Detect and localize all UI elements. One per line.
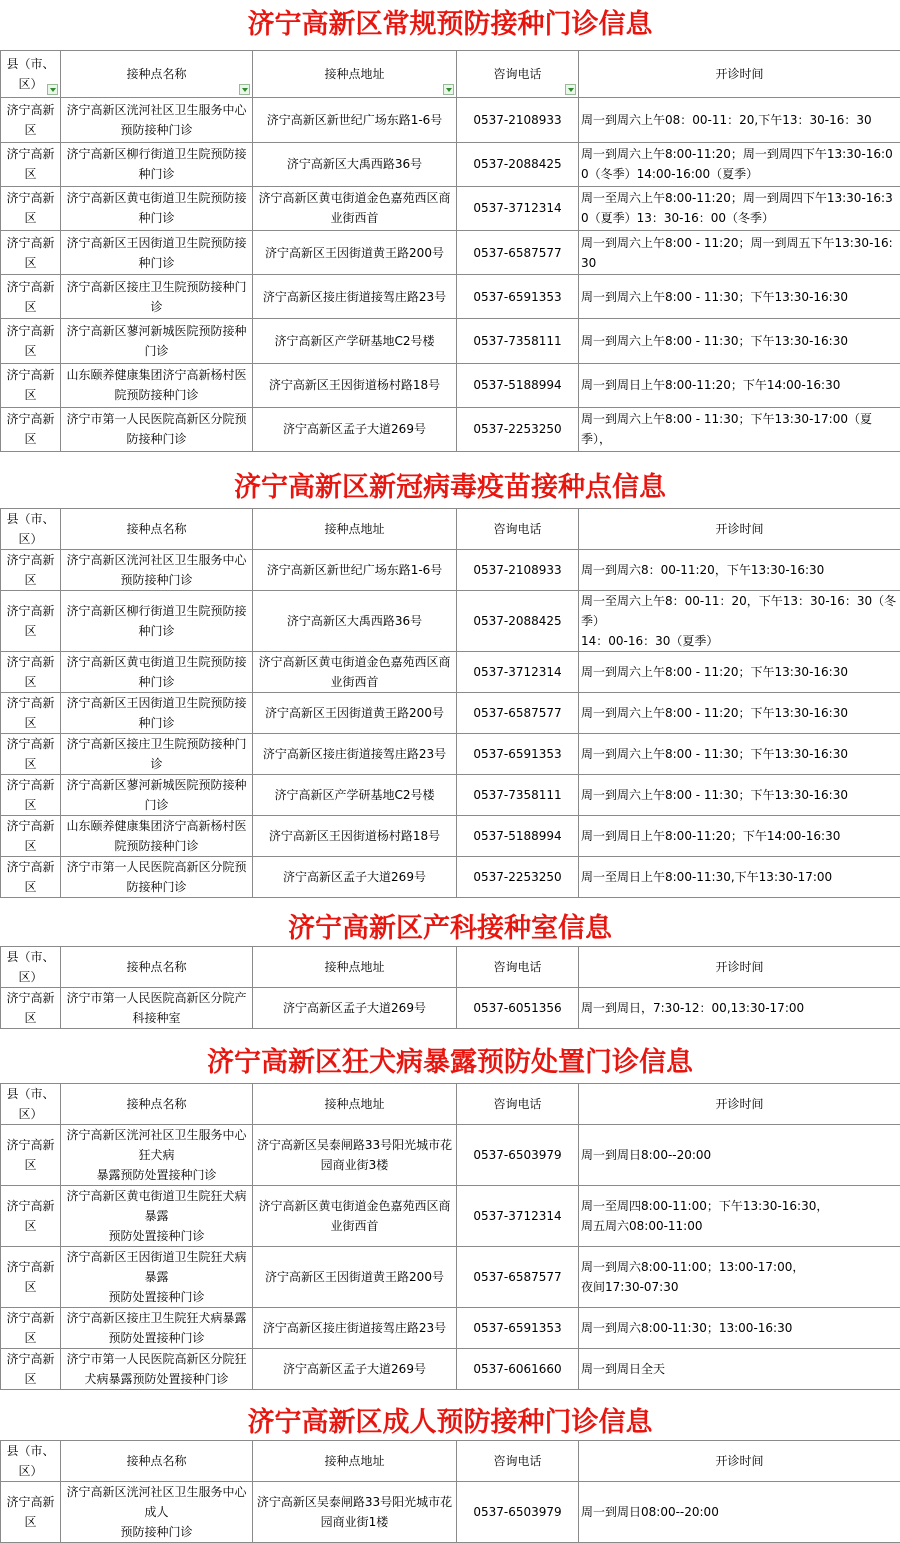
header-site-name: 接种点名称 (61, 947, 253, 988)
cell-site-name: 济宁高新区洸河社区卫生服务中心预防接种门诊 (61, 550, 253, 591)
cell-site-name: 济宁市第一人民医院高新区分院预防接种门诊 (61, 407, 253, 451)
table-row (1, 550, 900, 591)
table-row (1, 407, 900, 451)
filter-dropdown-icon[interactable] (239, 84, 250, 95)
header-county: 县（市、区） (1, 1441, 61, 1482)
cell-address: 济宁高新区大禹西路36号 (253, 591, 457, 652)
cell-hours: 周一到周六上午8:00 - 11:30；下午13:30-16:30 (579, 275, 900, 319)
cell-county: 济宁高新区 (1, 186, 61, 230)
table-row (1, 363, 900, 407)
header-hours: 开诊时间 (579, 947, 900, 988)
cell-phone: 0537-2088425 (457, 142, 579, 186)
section-covid (0, 468, 900, 898)
cell-county: 济宁高新区 (1, 857, 61, 898)
filter-dropdown-icon[interactable] (565, 84, 576, 95)
header-site-name: 接种点名称 (61, 1441, 253, 1482)
cell-address: 济宁高新区黄屯街道金色嘉苑西区商业街西首 (253, 652, 457, 693)
cell-address: 济宁高新区黄屯街道金色嘉苑西区商业街西首 (253, 186, 457, 230)
table-row (1, 142, 900, 186)
header-county: 县（市、区） (1, 947, 61, 988)
cell-county: 济宁高新区 (1, 142, 61, 186)
cell-site-name: 济宁高新区接庄卫生院狂犬病暴露预防处置接种门诊 (61, 1308, 253, 1349)
header-phone: 咨询电话 (457, 1441, 579, 1482)
cell-hours: 周一到周日8:00--20:00 (579, 1125, 900, 1186)
header-site-name: 接种点名称 (61, 51, 253, 98)
filter-dropdown-icon[interactable] (443, 84, 454, 95)
cell-hours: 周一到周六上午8:00 - 11:20；下午13:30-16:30 (579, 693, 900, 734)
cell-phone: 0537-2253250 (457, 857, 579, 898)
clinic-table (0, 50, 900, 452)
cell-address: 济宁高新区接庄街道接驾庄路23号 (253, 275, 457, 319)
cell-hours: 周一到周六8:00-11:00；13:00-17:00， 夜间17:30-07:30 (579, 1247, 900, 1308)
header-address: 接种点地址 (253, 947, 457, 988)
table-row (1, 857, 900, 898)
cell-phone: 0537-2088425 (457, 591, 579, 652)
cell-address: 济宁高新区王因街道黄王路200号 (253, 693, 457, 734)
section-obstetrics (0, 911, 900, 1029)
cell-site-name: 济宁市第一人民医院高新区分院产科接种室 (61, 988, 253, 1029)
cell-hours: 周一到周六上午8:00-11:20；周一到周四下午13:30-16:00（冬季）14:00-16:00（夏季） (579, 142, 900, 186)
cell-site-name: 济宁高新区接庄卫生院预防接种门诊 (61, 275, 253, 319)
clinic-table (0, 508, 900, 898)
table-header-row (1, 509, 900, 550)
cell-hours: 周一到周六上午8:00 - 11:30；下午13:30-17:00（夏季）， (579, 407, 900, 451)
table-row (1, 652, 900, 693)
cell-address: 济宁高新区王因街道黄王路200号 (253, 1247, 457, 1308)
cell-hours: 周一至周日上午8:00-11:30,下午13:30-17:00 (579, 857, 900, 898)
cell-county: 济宁高新区 (1, 1186, 61, 1247)
cell-hours: 周一到周六上午8:00 - 11:20；周一到周五下午13:30-16:30 (579, 230, 900, 274)
cell-county: 济宁高新区 (1, 1125, 61, 1186)
cell-phone: 0537-3712314 (457, 186, 579, 230)
cell-address: 济宁高新区孟子大道269号 (253, 407, 457, 451)
cell-site-name: 济宁高新区接庄卫生院预防接种门诊 (61, 734, 253, 775)
cell-phone: 0537-6503979 (457, 1125, 579, 1186)
cell-hours: 周一至周四8:00-11:00；下午13:30-16:30， 周五周六08:00-11:00 (579, 1186, 900, 1247)
header-site-name: 接种点名称 (61, 1084, 253, 1125)
cell-county: 济宁高新区 (1, 734, 61, 775)
table-row (1, 1125, 900, 1186)
table-row (1, 186, 900, 230)
cell-site-name: 山东颐养健康集团济宁高新杨村医院预防接种门诊 (61, 363, 253, 407)
cell-address: 济宁高新区大禹西路36号 (253, 142, 457, 186)
table-row (1, 1349, 900, 1390)
cell-site-name: 山东颐养健康集团济宁高新杨村医院预防接种门诊 (61, 816, 253, 857)
cell-site-name: 济宁高新区黄屯街道卫生院狂犬病暴露 预防处置接种门诊 (61, 1186, 253, 1247)
section-title: 济宁高新区成人预防接种门诊信息 (247, 1407, 653, 1438)
cell-phone: 0537-7358111 (457, 775, 579, 816)
cell-hours: 周一到周六上午8:00 - 11:30；下午13:30-16:30 (579, 319, 900, 363)
cell-county: 济宁高新区 (1, 550, 61, 591)
cell-phone: 0537-6051356 (457, 988, 579, 1029)
section-title: 济宁高新区狂犬病暴露预防处置门诊信息 (207, 1047, 693, 1078)
header-phone: 咨询电话 (457, 1084, 579, 1125)
clinic-table (0, 946, 900, 1029)
header-hours: 开诊时间 (579, 1084, 900, 1125)
cell-hours: 周一到周日，7:30-12：00,13:30-17:00 (579, 988, 900, 1029)
cell-site-name: 济宁高新区洸河社区卫生服务中心预防接种门诊 (61, 98, 253, 142)
cell-phone: 0537-3712314 (457, 652, 579, 693)
cell-hours: 周一到周六8：00-11:20，下午13:30-16:30 (579, 550, 900, 591)
cell-phone: 0537-6503979 (457, 1482, 579, 1543)
cell-site-name: 济宁市第一人民医院高新区分院狂犬病暴露预防处置接种门诊 (61, 1349, 253, 1390)
cell-phone: 0537-6587577 (457, 1247, 579, 1308)
cell-hours: 周一到周日全天 (579, 1349, 900, 1390)
cell-site-name: 济宁高新区洸河社区卫生服务中心狂犬病 暴露预防处置接种门诊 (61, 1125, 253, 1186)
cell-phone: 0537-7358111 (457, 319, 579, 363)
header-hours: 开诊时间 (579, 509, 900, 550)
clinic-table (0, 1440, 900, 1543)
cell-phone: 0537-5188994 (457, 363, 579, 407)
cell-phone: 0537-5188994 (457, 816, 579, 857)
cell-site-name: 济宁高新区柳行街道卫生院预防接种门诊 (61, 142, 253, 186)
cell-phone: 0537-2253250 (457, 407, 579, 451)
cell-address: 济宁高新区黄屯街道金色嘉苑西区商业街西首 (253, 1186, 457, 1247)
cell-address: 济宁高新区新世纪广场东路1-6号 (253, 98, 457, 142)
cell-hours: 周一至周六上午8:00-11:20；周一到周四下午13:30-16:30（夏季）13：30-16：00（冬季） (579, 186, 900, 230)
table-row (1, 591, 900, 652)
cell-phone: 0537-6591353 (457, 734, 579, 775)
cell-county: 济宁高新区 (1, 693, 61, 734)
cell-county: 济宁高新区 (1, 230, 61, 274)
cell-hours: 周一到周日上午8:00-11:20；下午14:00-16:30 (579, 363, 900, 407)
cell-site-name: 济宁高新区蓼河新城医院预防接种门诊 (61, 319, 253, 363)
table-row (1, 1247, 900, 1308)
header-phone: 咨询电话 (457, 51, 579, 98)
header-phone: 咨询电话 (457, 947, 579, 988)
cell-county: 济宁高新区 (1, 775, 61, 816)
header-address: 接种点地址 (253, 51, 457, 98)
section-rabies (0, 1043, 900, 1390)
filter-dropdown-icon[interactable] (47, 84, 58, 95)
header-county: 县（市、区） (1, 1084, 61, 1125)
cell-site-name: 济宁高新区蓼河新城医院预防接种门诊 (61, 775, 253, 816)
cell-county: 济宁高新区 (1, 1308, 61, 1349)
cell-site-name: 济宁市第一人民医院高新区分院预防接种门诊 (61, 857, 253, 898)
cell-hours: 周一至周六上午8：00-11：20，下午13：30-16：30（冬季） 14：00-16：30（夏季） (579, 591, 900, 652)
section-adult (0, 1405, 900, 1543)
header-hours: 开诊时间 (579, 1441, 900, 1482)
cell-county: 济宁高新区 (1, 1247, 61, 1308)
cell-hours: 周一到周六上午8:00 - 11:20；下午13:30-16:30 (579, 652, 900, 693)
cell-address: 济宁高新区王因街道杨村路18号 (253, 363, 457, 407)
table-row (1, 988, 900, 1029)
cell-address: 济宁高新区产学研基地C2号楼 (253, 319, 457, 363)
cell-address: 济宁高新区吴泰闸路33号阳光城市花园商业街1楼 (253, 1482, 457, 1543)
header-site-name: 接种点名称 (61, 509, 253, 550)
section-title: 济宁高新区新冠病毒疫苗接种点信息 (234, 472, 666, 503)
section-title: 济宁高新区产科接种室信息 (288, 913, 612, 944)
table-header-row (1, 1441, 900, 1482)
table-row (1, 734, 900, 775)
cell-site-name: 济宁高新区黄屯街道卫生院预防接种门诊 (61, 186, 253, 230)
cell-address: 济宁高新区产学研基地C2号楼 (253, 775, 457, 816)
cell-county: 济宁高新区 (1, 319, 61, 363)
table-row (1, 816, 900, 857)
cell-phone: 0537-6061660 (457, 1349, 579, 1390)
cell-address: 济宁高新区孟子大道269号 (253, 988, 457, 1029)
cell-hours: 周一到周日08:00--20:00 (579, 1482, 900, 1543)
clinic-table (0, 1083, 900, 1390)
header-hours: 开诊时间 (579, 51, 900, 98)
cell-county: 济宁高新区 (1, 816, 61, 857)
cell-county: 济宁高新区 (1, 407, 61, 451)
cell-phone: 0537-3712314 (457, 1186, 579, 1247)
table-row (1, 98, 900, 142)
cell-hours: 周一到周六上午8:00 - 11:30；下午13:30-16:30 (579, 734, 900, 775)
table-row (1, 1308, 900, 1349)
cell-phone: 0537-2108933 (457, 550, 579, 591)
cell-site-name: 济宁高新区王因街道卫生院预防接种门诊 (61, 693, 253, 734)
cell-county: 济宁高新区 (1, 1482, 61, 1543)
cell-hours: 周一到周日上午8:00-11:20；下午14:00-16:30 (579, 816, 900, 857)
cell-phone: 0537-6587577 (457, 693, 579, 734)
header-address: 接种点地址 (253, 1084, 457, 1125)
table-row (1, 275, 900, 319)
cell-hours: 周一到周六上午08：00-11：20,下午13：30-16：30 (579, 98, 900, 142)
cell-phone: 0537-6591353 (457, 1308, 579, 1349)
cell-site-name: 济宁高新区柳行街道卫生院预防接种门诊 (61, 591, 253, 652)
section-title: 济宁高新区常规预防接种门诊信息 (247, 9, 653, 40)
cell-hours: 周一到周六8:00-11:30；13:00-16:30 (579, 1308, 900, 1349)
cell-address: 济宁高新区接庄街道接驾庄路23号 (253, 734, 457, 775)
cell-county: 济宁高新区 (1, 652, 61, 693)
cell-address: 济宁高新区新世纪广场东路1-6号 (253, 550, 457, 591)
table-row (1, 775, 900, 816)
header-county: 县（市、区） (1, 51, 61, 98)
cell-county: 济宁高新区 (1, 591, 61, 652)
header-address: 接种点地址 (253, 1441, 457, 1482)
cell-address: 济宁高新区吴泰闸路33号阳光城市花园商业街3楼 (253, 1125, 457, 1186)
cell-address: 济宁高新区接庄街道接驾庄路23号 (253, 1308, 457, 1349)
cell-county: 济宁高新区 (1, 363, 61, 407)
table-row (1, 1482, 900, 1543)
section-routine (0, 0, 900, 452)
cell-county: 济宁高新区 (1, 988, 61, 1029)
cell-address: 济宁高新区王因街道黄王路200号 (253, 230, 457, 274)
cell-phone: 0537-6587577 (457, 230, 579, 274)
cell-phone: 0537-2108933 (457, 98, 579, 142)
table-row (1, 230, 900, 274)
table-row (1, 1186, 900, 1247)
cell-site-name: 济宁高新区王因街道卫生院狂犬病暴露 预防处置接种门诊 (61, 1247, 253, 1308)
cell-phone: 0537-6591353 (457, 275, 579, 319)
cell-address: 济宁高新区孟子大道269号 (253, 1349, 457, 1390)
table-header-row (1, 51, 900, 98)
table-row (1, 693, 900, 734)
cell-hours: 周一到周六上午8:00 - 11:30；下午13:30-16:30 (579, 775, 900, 816)
cell-site-name: 济宁高新区王因街道卫生院预防接种门诊 (61, 230, 253, 274)
cell-site-name: 济宁高新区黄屯街道卫生院预防接种门诊 (61, 652, 253, 693)
cell-address: 济宁高新区王因街道杨村路18号 (253, 816, 457, 857)
header-county: 县（市、区） (1, 509, 61, 550)
header-address: 接种点地址 (253, 509, 457, 550)
cell-county: 济宁高新区 (1, 1349, 61, 1390)
table-header-row (1, 1084, 900, 1125)
header-phone: 咨询电话 (457, 509, 579, 550)
table-row (1, 319, 900, 363)
cell-address: 济宁高新区孟子大道269号 (253, 857, 457, 898)
cell-county: 济宁高新区 (1, 98, 61, 142)
cell-site-name: 济宁高新区洸河社区卫生服务中心 成人 预防接种门诊 (61, 1482, 253, 1543)
table-header-row (1, 947, 900, 988)
cell-county: 济宁高新区 (1, 275, 61, 319)
